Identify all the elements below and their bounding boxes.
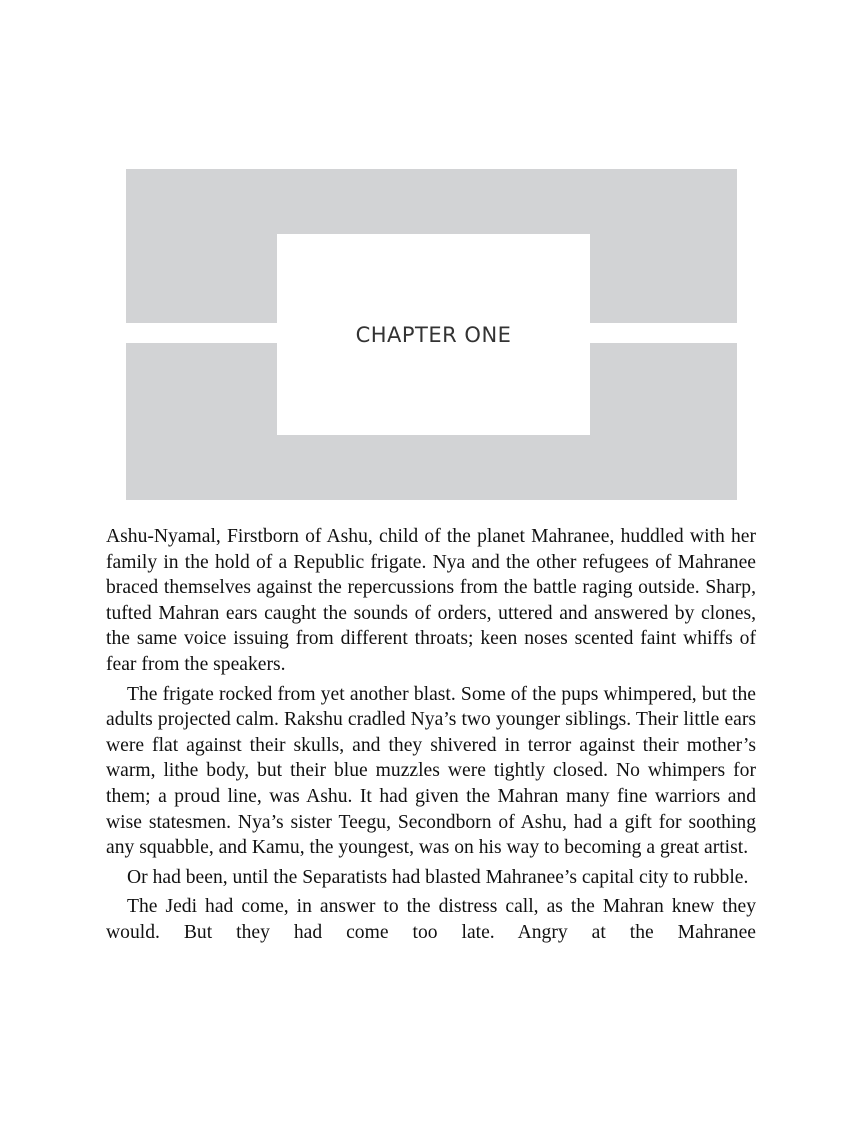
paragraph: The frigate rocked from yet another blast. Some of the pups whimpered, but the adults projected calm. Rakshu cradled Nya’s two younger siblings. Their little ears were flat against their skulls, and they shivered in terror against their mother’s warm, lithe body, but their blue muzzles were tightly closed. No whimpers for them; a proud line, was Ashu. It had given the Mahran many fine warriors and wise statesmen. Nya’s sister Teegu, Secondborn of Ashu, had a gift for soothing any squabble, and Kamu, the youngest, was on his way to becoming a great artist. [106, 683, 756, 859]
chapter-body [106, 524, 756, 950]
chapter-title: CHAPTER ONE [355, 322, 512, 347]
paragraph: Ashu-Nyamal, Firstborn of Ashu, child of the planet Mahranee, huddled with her family in the hold of a Republic frigate. Nya and the other refugees of Mahranee braced themselves against the repercussions from the battle raging outside. Sharp, tufted Mahran ears caught the sounds of orders, uttered and answered by clones, the same voice issuing from different throats; keen noses scented faint whiffs of fear from the speakers. [106, 526, 756, 675]
chapter-banner [126, 169, 737, 500]
paragraph: Or had been, until the Separatists had blasted Mahranee’s capital city to rubble. [127, 866, 749, 888]
chapter-title-box [277, 234, 590, 435]
paragraph: The Jedi had come, in answer to the distress call, as the Mahran knew they would. But they had come too late. Angry at the Mahranee [106, 896, 756, 943]
